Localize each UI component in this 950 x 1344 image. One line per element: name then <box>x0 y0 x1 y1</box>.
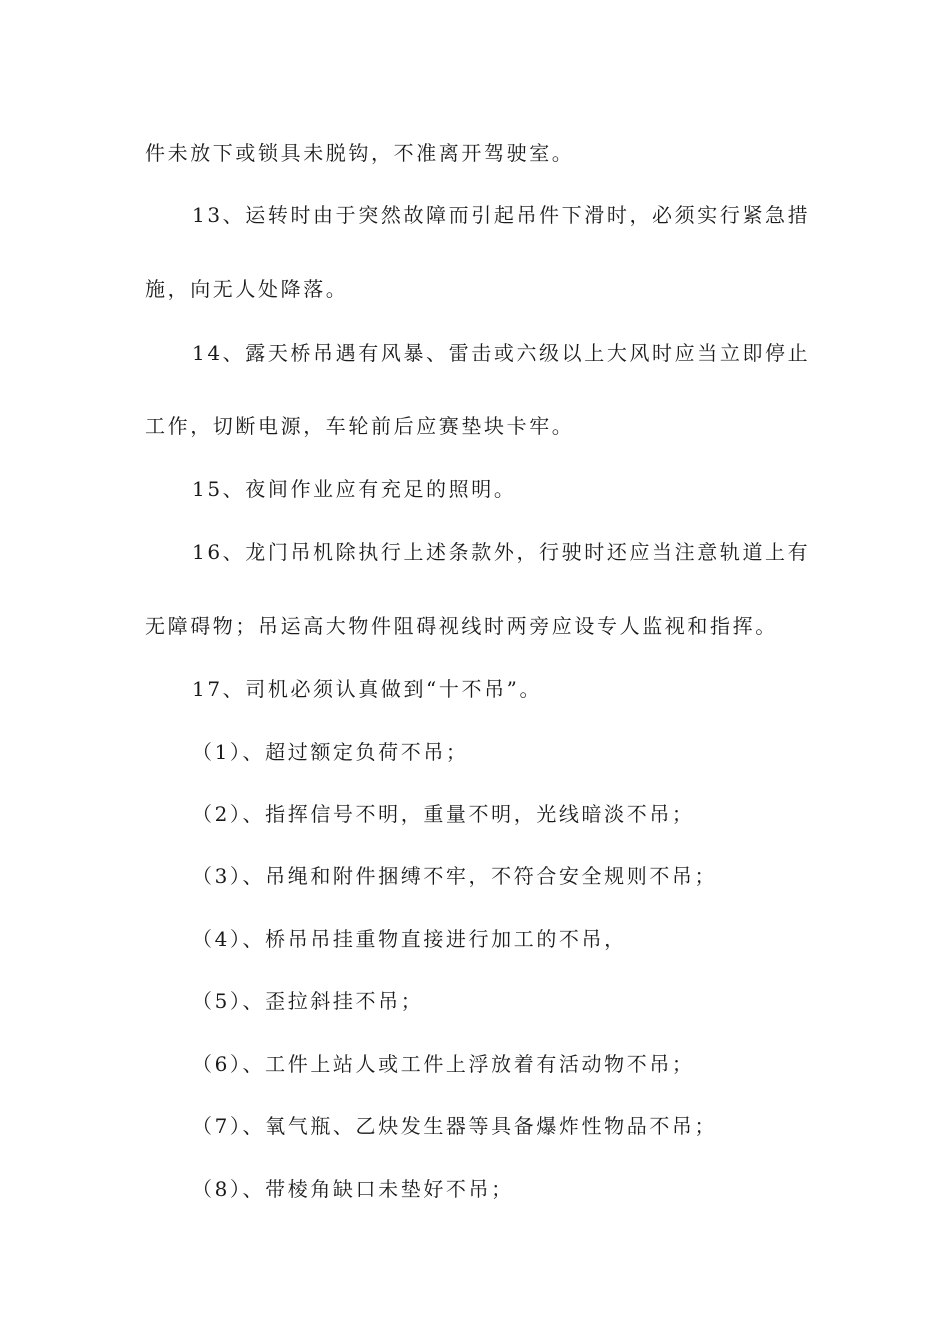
paragraph-12-continuation: 件未放下或锁具未脱钩，不准离开驾驶室。 <box>145 141 575 165</box>
list-item-8: （8）、带棱角缺口未垫好不吊； <box>192 1177 514 1201</box>
paragraph-13-line-2: 施，向无人处降落。 <box>145 277 349 301</box>
list-item-6: （6）、工件上站人或工件上浮放着有活动物不吊； <box>192 1052 695 1076</box>
paragraph-13-line-1: 13、运转时由于突然故障而引起吊件下滑时，必须实行紧急措 <box>192 203 811 227</box>
paragraph-15: 15、夜间作业应有充足的照明。 <box>192 477 517 501</box>
list-item-7: （7）、氧气瓶、乙炔发生器等具备爆炸性物品不吊； <box>192 1114 718 1138</box>
list-item-3: （3）、吊绳和附件捆缚不牢，不符合安全规则不吊； <box>192 864 718 888</box>
list-item-1: （1）、超过额定负荷不吊； <box>192 740 469 764</box>
list-item-5: （5）、歪拉斜挂不吊； <box>192 989 424 1013</box>
paragraph-16-line-1: 16、龙门吊机除执行上述条款外，行驶时还应当注意轨道上有 <box>192 540 811 564</box>
paragraph-16-line-2: 无障碍物；吊运高大物件阻碍视线时两旁应设专人监视和指挥。 <box>145 614 778 638</box>
list-item-4: （4）、桥吊吊挂重物直接进行加工的不吊， <box>192 927 627 951</box>
list-item-2: （2）、指挥信号不明，重量不明，光线暗淡不吊； <box>192 802 695 826</box>
paragraph-14-line-1: 14、露天桥吊遇有风暴、雷击或六级以上大风时应当立即停止 <box>192 341 811 365</box>
paragraph-17: 17、司机必须认真做到“十不吊”。 <box>192 677 543 701</box>
paragraph-14-line-2: 工作，切断电源，车轮前后应赛垫块卡牢。 <box>145 414 575 438</box>
